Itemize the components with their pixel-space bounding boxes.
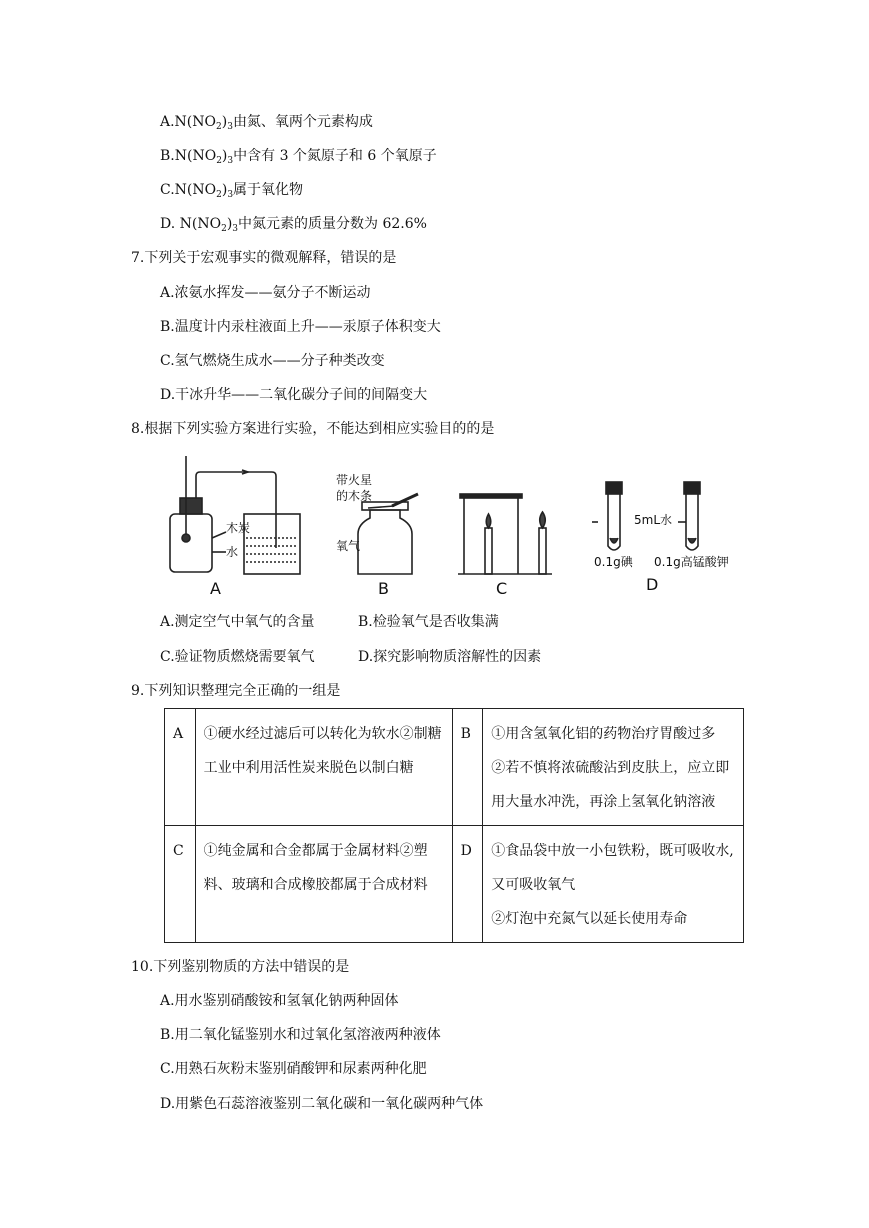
subscript: 3 xyxy=(232,224,239,234)
cell-label-c: C xyxy=(165,826,196,943)
cell-text-c: ①纯金属和合金都属于金属材料②塑料、玻璃和合成橡胶都属于合成材料 xyxy=(195,826,452,943)
q10-option-d: D.用紫色石蕊溶液鉴别二氧化碳和一氧化碳两种气体 xyxy=(160,1096,484,1112)
q7-option-c: C.氢气燃烧生成水——分子种类改变 xyxy=(160,353,385,369)
cell-text-b xyxy=(483,709,744,826)
paren: ) xyxy=(221,182,228,198)
q7-option-a: A.浓氨水挥发——氨分子不断运动 xyxy=(160,285,371,301)
formula-prefix: A.N(NO xyxy=(160,114,216,130)
formula-prefix: B.N(NO xyxy=(160,148,217,164)
paren: ) xyxy=(226,216,233,232)
cell-text-a: ①硬水经过滤后可以转化为软水②制糖工业中利用活性炭来脱色以制白糖 xyxy=(195,709,452,826)
q7-stem: 7.下列关于宏观事实的微观解释，错误的是 xyxy=(131,250,397,266)
fig-label-b: B xyxy=(378,579,389,598)
q6-option-d xyxy=(160,214,427,239)
apparatus-c xyxy=(458,494,552,574)
cell-label-a: A xyxy=(165,709,196,826)
table-row xyxy=(165,826,744,943)
q9-stem: 9.下列知识整理完全正确的一组是 xyxy=(131,683,341,699)
q7-option-d: D.干冰升华——二氧化碳分子间的间隔变大 xyxy=(160,387,428,403)
q10-option-a: A.用水鉴别硝酸铵和氢氧化钠两种固体 xyxy=(160,993,399,1009)
paren: ) xyxy=(221,148,228,164)
fig-label-splint-2: 的木条 xyxy=(336,489,373,503)
option-text: 属于氧化物 xyxy=(233,182,304,198)
formula-prefix: D. N(NO xyxy=(160,216,222,232)
fig-label-water: 水 xyxy=(226,545,239,559)
cell-b-line2: ②若不慎将浓硫酸沾到皮肤上，应立即用大量水冲洗，再涂上氢氧化钠溶液 xyxy=(491,760,730,810)
fig-label-iodine: 0.1g碘 xyxy=(594,555,633,569)
formula-prefix: C.N(NO xyxy=(160,182,217,198)
fig-label-oxygen: 氧气 xyxy=(336,539,361,553)
subscript: 2 xyxy=(221,224,227,234)
cell-d-line2: ②灯泡中充氮气以延长使用寿命 xyxy=(491,911,688,927)
cell-text-d xyxy=(483,826,744,943)
subscript: 3 xyxy=(227,190,234,200)
subscript: 2 xyxy=(216,190,222,200)
cell-b-line1: ①用含氢氧化铝的药物治疗胃酸过多 xyxy=(491,726,716,742)
option-text: 中氮元素的质量分数为 62.6% xyxy=(238,216,427,232)
knowledge-table xyxy=(164,708,744,943)
q8-option-c: C.验证物质燃烧需要氧气 xyxy=(160,649,315,665)
q8-option-a: A.测定空气中氧气的含量 xyxy=(160,614,315,630)
q10-stem: 10.下列鉴别物质的方法中错误的是 xyxy=(131,959,350,975)
fig-label-a: A xyxy=(210,579,221,598)
fig-label-water5: 5mL水 xyxy=(634,513,673,527)
subscript: 3 xyxy=(227,122,233,132)
fig-label-charcoal: 木炭 xyxy=(226,521,251,535)
fig-label-splint-1: 带火星 xyxy=(336,473,373,487)
cell-label-b: B xyxy=(452,709,483,826)
paren: ) xyxy=(221,114,228,130)
q10-option-b: B.用二氧化锰鉴别水和过氧化氢溶液两种液体 xyxy=(160,1027,441,1043)
subscript: 3 xyxy=(227,156,234,166)
q8-option-b: B.检验氧气是否收集满 xyxy=(358,614,499,630)
q8-option-d: D.探究影响物质溶解性的因素 xyxy=(358,649,542,665)
q6-option-a xyxy=(160,112,373,137)
fig-label-kmno4: 0.1g高锰酸钾 xyxy=(654,555,729,569)
table-row xyxy=(165,709,744,826)
subscript: 2 xyxy=(216,156,222,166)
apparatus-b xyxy=(358,494,418,574)
q10-option-c: C.用熟石灰粉末鉴别硝酸钾和尿素两种化肥 xyxy=(160,1061,427,1077)
fig-label-d: D xyxy=(646,575,659,594)
cell-label-d: D xyxy=(452,826,483,943)
experiment-figure xyxy=(160,452,760,600)
option-text: 由氮、氧两个元素构成 xyxy=(232,114,373,130)
q7-option-b: B.温度计内汞柱液面上升——汞原子体积变大 xyxy=(160,319,441,335)
option-text: 中含有 3 个氮原子和 6 个氧原子 xyxy=(233,148,437,164)
q6-option-b xyxy=(160,146,437,171)
fig-label-c: C xyxy=(496,579,508,598)
cell-d-line1: ①食品袋中放一小包铁粉，既可吸收水,又可吸收氧气 xyxy=(491,843,734,893)
q8-stem: 8.根据下列实验方案进行实验，不能达到相应实验目的的是 xyxy=(131,421,495,437)
subscript: 2 xyxy=(216,122,222,132)
q6-option-c xyxy=(160,180,303,205)
